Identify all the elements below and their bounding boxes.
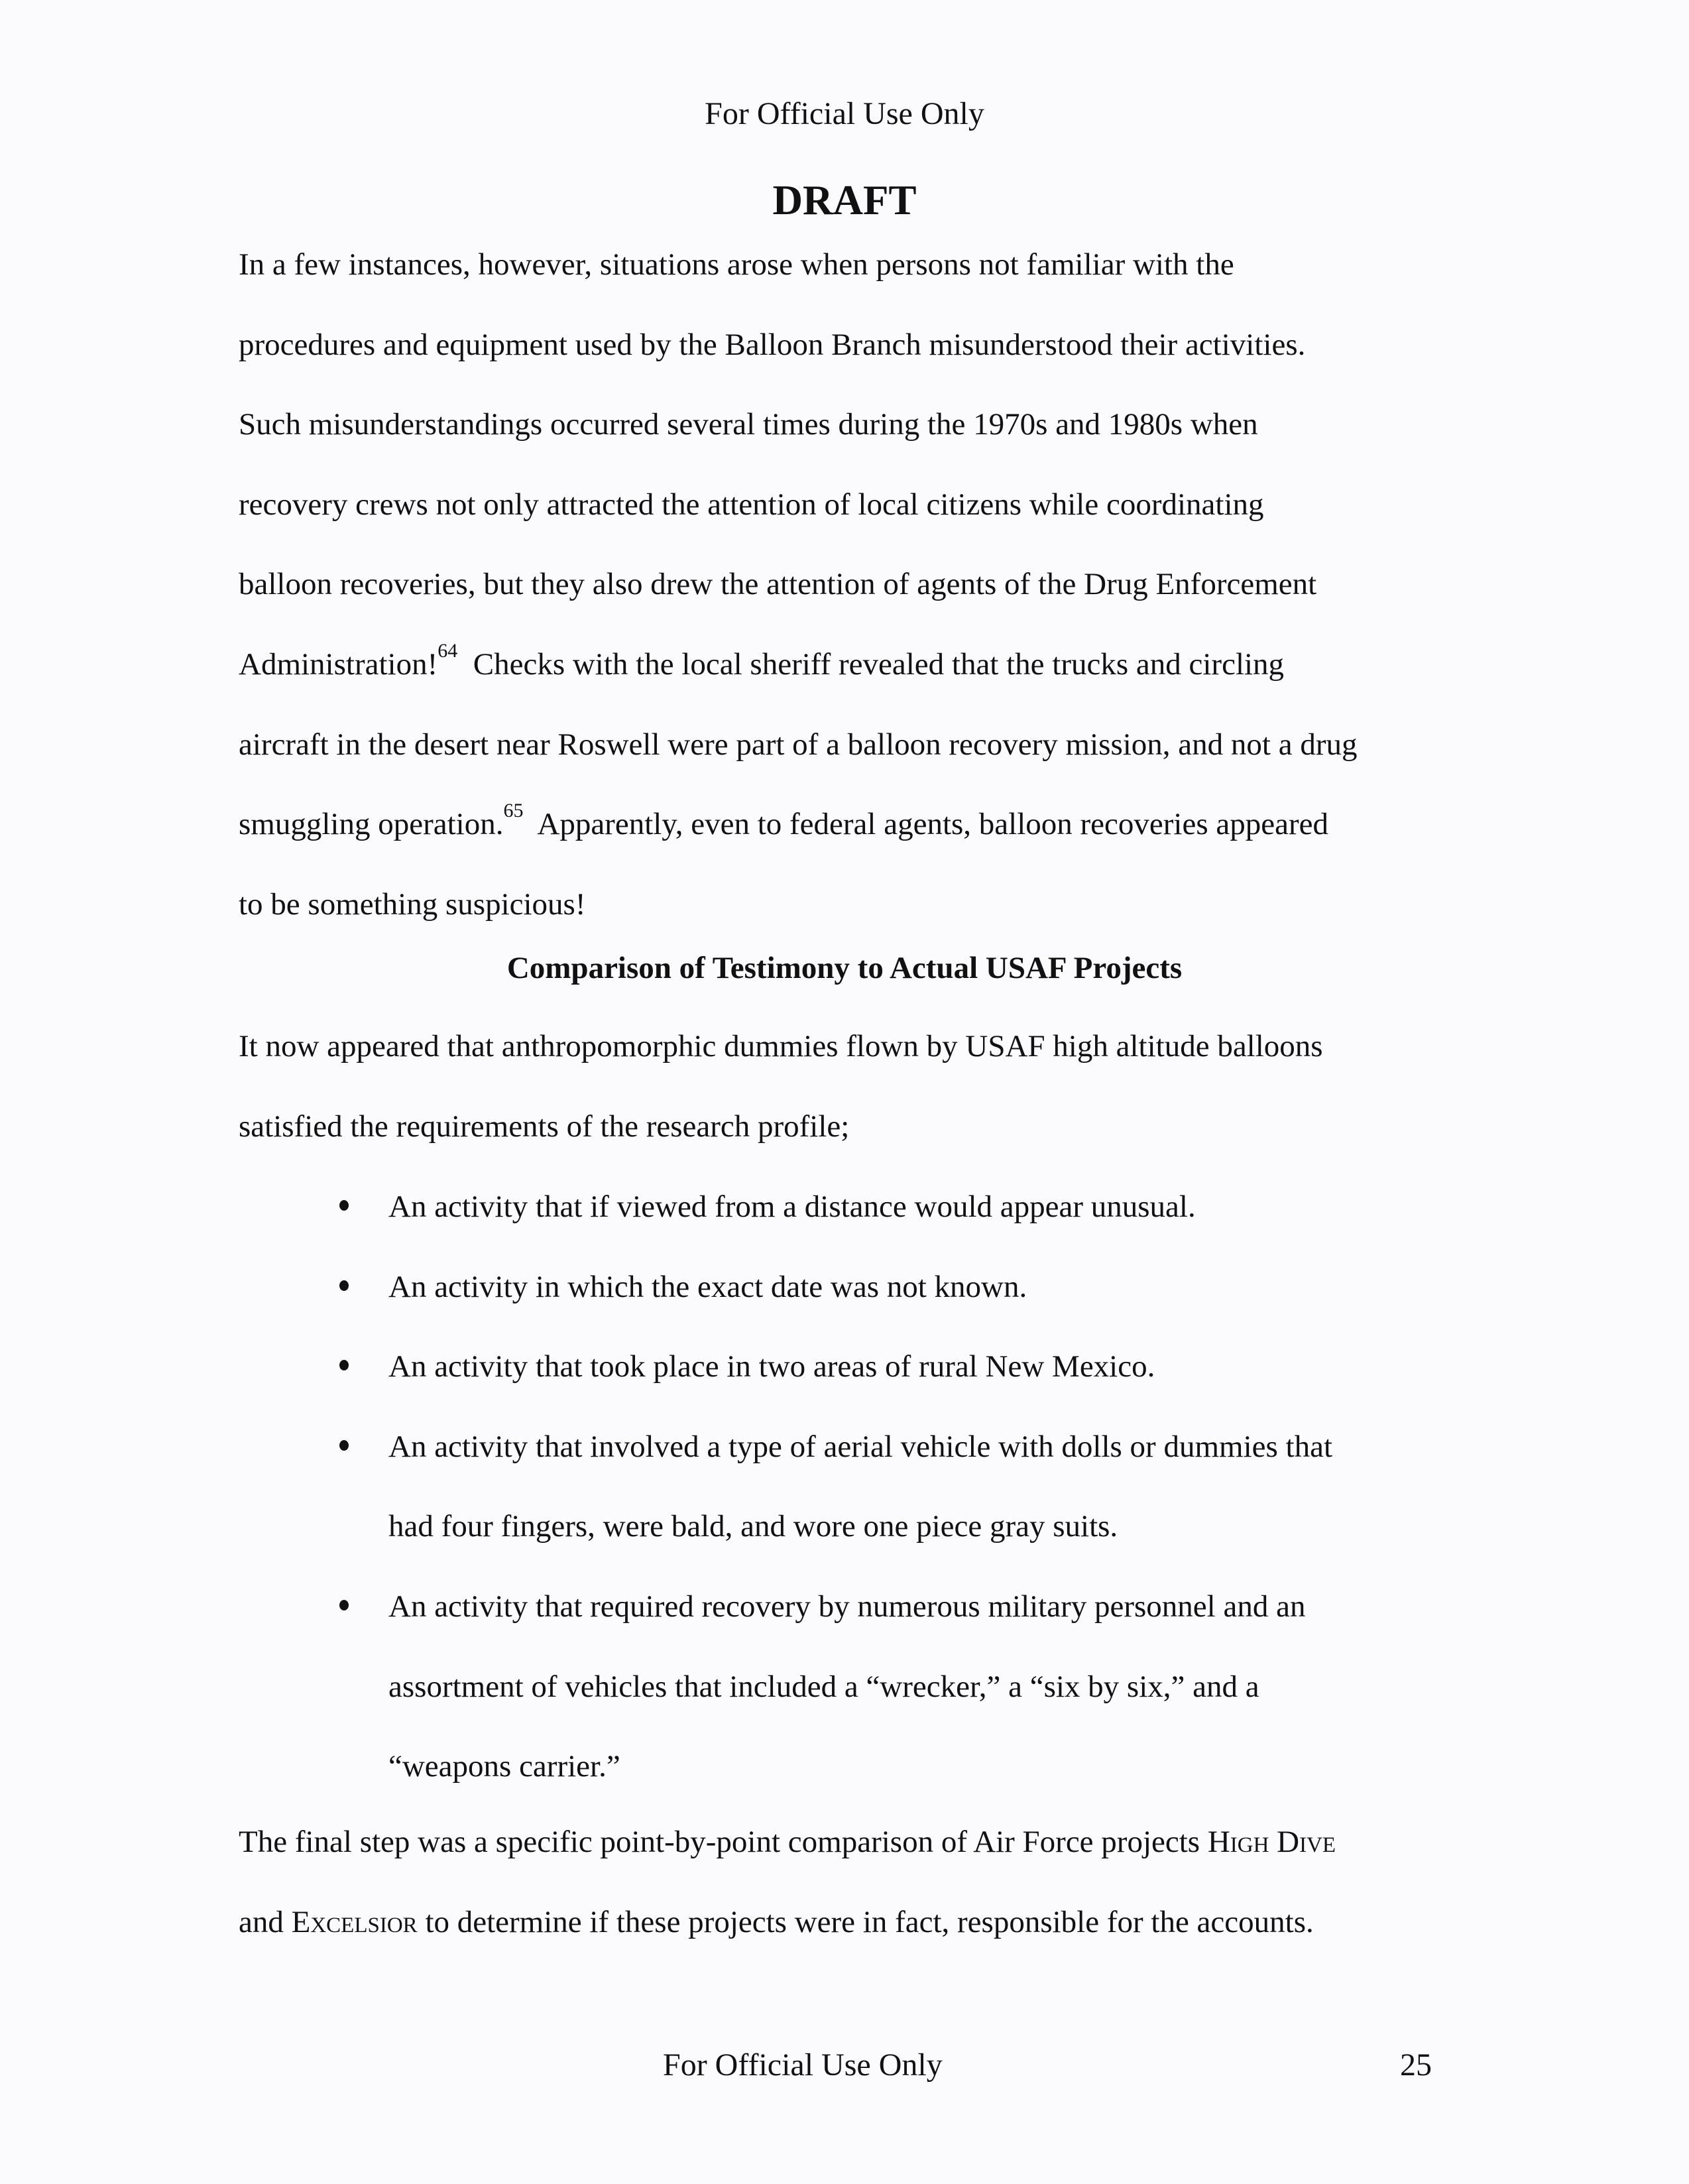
bullet-icon [339,1600,349,1610]
paragraph-2 [239,1006,1452,1166]
text-line: An activity that took place in two areas of rural New Mexico. [388,1349,1155,1384]
text-line: An activity in which the exact date was not known. [388,1269,1027,1304]
list-item [325,1247,1485,1327]
text-line [239,1802,1452,1882]
text-segment: Checks with the local sheriff revealed that the trucks and circling [457,646,1285,682]
project-name-high-dive: High Dive [1207,1825,1336,1859]
text-line: An activity that involved a type of aerial vehicle with dolls or dummies that [388,1429,1332,1464]
draft-mark: DRAFT [772,177,917,223]
text-line: An activity that required recovery by numerous military personnel and an [388,1589,1306,1624]
footnote-ref-65: 65 [503,800,524,822]
text-line: assortment of vehicles that included a “wrecker,” a “six by six,” and a [388,1669,1259,1704]
text-segment: and [239,1904,292,1939]
footnote-ref-64: 64 [437,639,458,662]
list-item [325,1567,1485,1807]
section-heading: Comparison of Testimony to Actual USAF Projects [506,951,1183,985]
bullet-list [325,1167,1485,1807]
text-line [239,625,1452,705]
text-line: satisfied the requirements of the research profile; [239,1109,850,1144]
header-classification: For Official Use Only [705,96,984,131]
text-line: balloon recoveries, but they also drew the attention of agents of the Drug Enforcement [239,567,1317,602]
list-item [325,1167,1485,1247]
text-line: It now appeared that anthropomorphic dummies flown by USAF high altitude balloons [239,1029,1323,1063]
bullet-icon [339,1280,349,1291]
text-line: procedures and equipment used by the Balloon Branch misunderstood their activities. [239,327,1306,362]
text-line: aircraft in the desert near Roswell were part of a balloon recovery mission, and not a drug [239,727,1358,762]
text-segment: The final step was a specific point-by-point comparison of Air Force projects [239,1825,1208,1859]
text-line: An activity that if viewed from a distance would appear unusual. [388,1189,1196,1224]
bullet-icon [339,1360,349,1370]
text-line: to be something suspicious! [239,886,586,922]
list-item [325,1327,1485,1407]
list-item [325,1407,1485,1567]
project-name-excelsior: Excelsior [291,1904,418,1939]
text-segment: to determine if these projects were in fact, responsible for the accounts. [417,1904,1314,1939]
paragraph-1 [239,225,1452,944]
text-segment: Administration! [239,646,438,682]
text-line: Such misunderstandings occurred several times during the 1970s and 1980s when [239,407,1258,442]
text-segment: smuggling operation. [239,807,504,842]
text-line: “weapons carrier.” [388,1749,620,1784]
text-segment: Apparently, even to federal agents, balloon recoveries appeared [523,807,1328,842]
text-line: In a few instances, however, situations arose when persons not familiar with the [239,247,1234,282]
page-number: 25 [1400,2047,1432,2083]
text-line: had four fingers, were bald, and wore one piece gray suits. [388,1509,1118,1544]
text-line [239,1882,1452,1963]
paragraph-3 [239,1802,1452,1962]
text-line [239,784,1452,865]
text-line: recovery crews not only attracted the attention of local citizens while coordinating [239,487,1264,522]
bullet-icon [339,1200,349,1211]
bullet-icon [339,1440,349,1451]
footer-classification: For Official Use Only [663,2047,943,2083]
